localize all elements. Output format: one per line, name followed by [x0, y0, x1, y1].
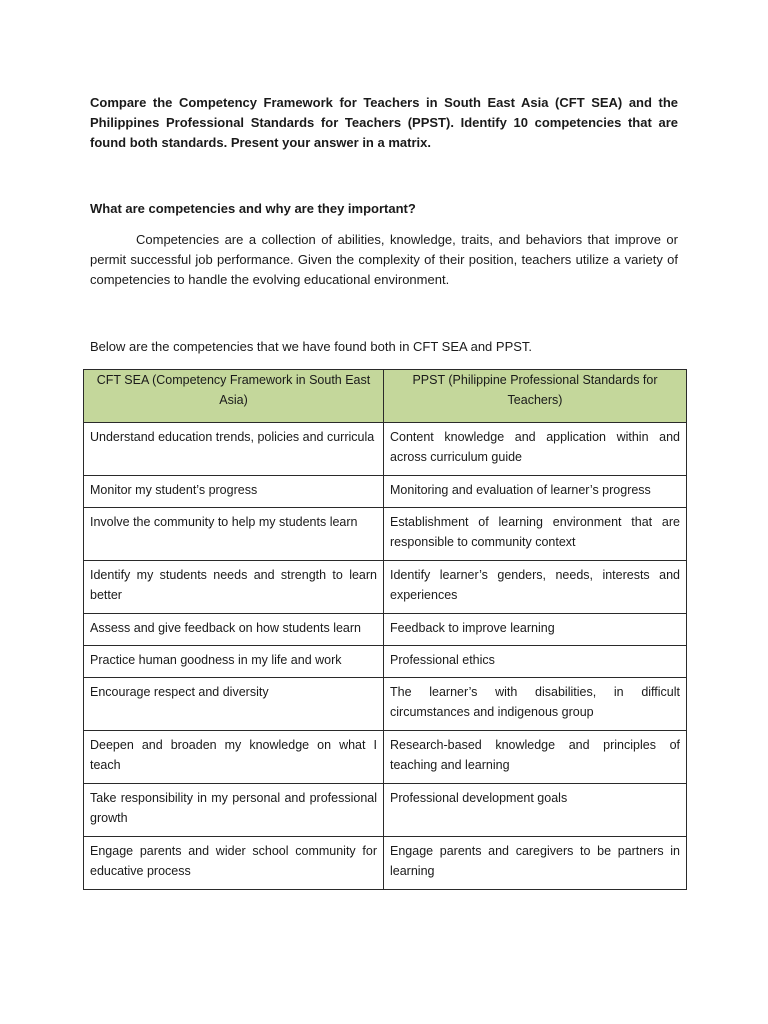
- cft-sea-cell: Identify my students needs and strength to learn better: [84, 561, 384, 614]
- table-row: [84, 646, 687, 678]
- table-row: [84, 731, 687, 784]
- ppst-cell: Establishment of learning environment that are responsible to community context: [384, 508, 687, 561]
- cft-sea-cell: Assess and give feedback on how students learn: [84, 614, 384, 646]
- ppst-cell: Professional development goals: [384, 784, 687, 837]
- table-row: [84, 561, 687, 614]
- table-intro: Below are the competencies that we have found both in CFT SEA and PPST.: [90, 339, 533, 354]
- cft-sea-cell: Take responsibility in my personal and professional growth: [84, 784, 384, 837]
- ppst-cell: Research-based knowledge and principles of teaching and learning: [384, 731, 687, 784]
- cft-sea-cell: Monitor my student’s progress: [84, 476, 384, 508]
- ppst-cell: Feedback to improve learning: [384, 614, 687, 646]
- competency-matrix: [83, 369, 687, 890]
- table-row: [84, 476, 687, 508]
- assignment-question: Compare the Competency Framework for Teachers in South East Asia (CFT SEA) and the Philippines Professional Standards for Teachers (PPST). Identify 10 competencies that are found both standards. Present your answer in a matrix.: [90, 95, 678, 150]
- ppst-cell: Monitoring and evaluation of learner’s progress: [384, 476, 687, 508]
- ppst-cell: Content knowledge and application within and across curriculum guide: [384, 423, 687, 476]
- ppst-cell: Identify learner’s genders, needs, interests and experiences: [384, 561, 687, 614]
- cft-sea-cell: Practice human goodness in my life and work: [84, 646, 384, 678]
- cft-sea-cell: Engage parents and wider school community for educative process: [84, 837, 384, 890]
- table-header-row: [84, 370, 687, 423]
- table-row: [84, 837, 687, 890]
- section-heading: What are competencies and why are they important?: [90, 201, 416, 216]
- table-row: [84, 423, 687, 476]
- cft-sea-cell: Deepen and broaden my knowledge on what I teach: [84, 731, 384, 784]
- competencies-paragraph: Competencies are a collection of abilities, knowledge, traits, and behaviors that improve or permit successful job performance. Given the complexity of their position, teachers utilize a variety of competencies to handle the evolving educational environment.: [90, 232, 678, 287]
- header-cft-sea: CFT SEA (Competency Framework in South East Asia): [84, 370, 384, 423]
- ppst-cell: Professional ethics: [384, 646, 687, 678]
- table-row: [84, 508, 687, 561]
- ppst-cell: The learner’s with disabilities, in difficult circumstances and indigenous group: [384, 678, 687, 731]
- cft-sea-cell: Understand education trends, policies and curricula: [84, 423, 384, 476]
- table-row: [84, 614, 687, 646]
- ppst-cell: Engage parents and caregivers to be partners in learning: [384, 837, 687, 890]
- table-row: [84, 784, 687, 837]
- table-row: [84, 678, 687, 731]
- cft-sea-cell: Involve the community to help my students learn: [84, 508, 384, 561]
- cft-sea-cell: Encourage respect and diversity: [84, 678, 384, 731]
- header-ppst: PPST (Philippine Professional Standards for Teachers): [384, 370, 687, 423]
